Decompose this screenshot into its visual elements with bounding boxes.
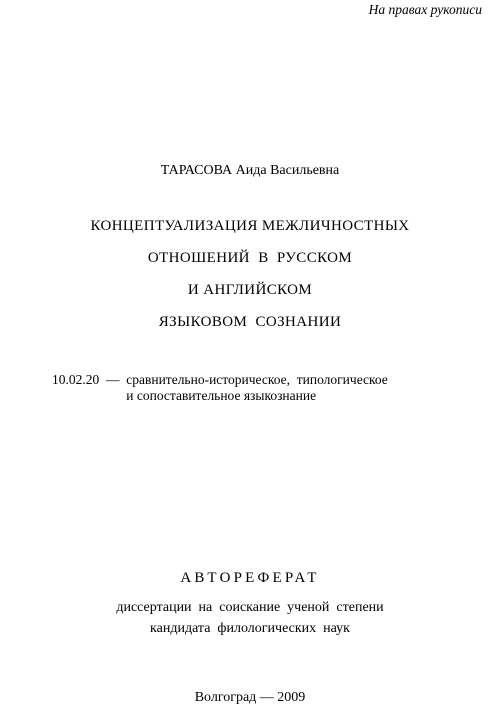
specialty-line-1: 10.02.20 — сравнительно-историческое, типологическое (52, 372, 388, 387)
title-line-3: И АНГЛИЙСКОМ (187, 282, 313, 298)
title-line-2: ОТНОШЕНИЙ В РУССКОМ (147, 250, 353, 266)
specialty-line-2: и сопоставительное языкознание (52, 388, 317, 403)
document-type-label: АВТОРЕФЕРАТ (180, 570, 320, 586)
title-line-4: ЯЗЫКОВОМ СОЗНАНИИ (158, 314, 342, 330)
author-name: ТАРАСОВА Аида Васильевна (160, 163, 340, 178)
dissertation-line-2: кандидата филологических наук (150, 621, 350, 636)
dissertation-line-1: диссертации на соискание ученой степени (116, 600, 384, 615)
rights-note: На правах рукописи (368, 2, 482, 17)
place-year: Волгоград — 2009 (194, 690, 306, 705)
title-line-1: КОНЦЕПТУАЛИЗАЦИЯ МЕЖЛИЧНОСТНЫХ (90, 218, 410, 234)
